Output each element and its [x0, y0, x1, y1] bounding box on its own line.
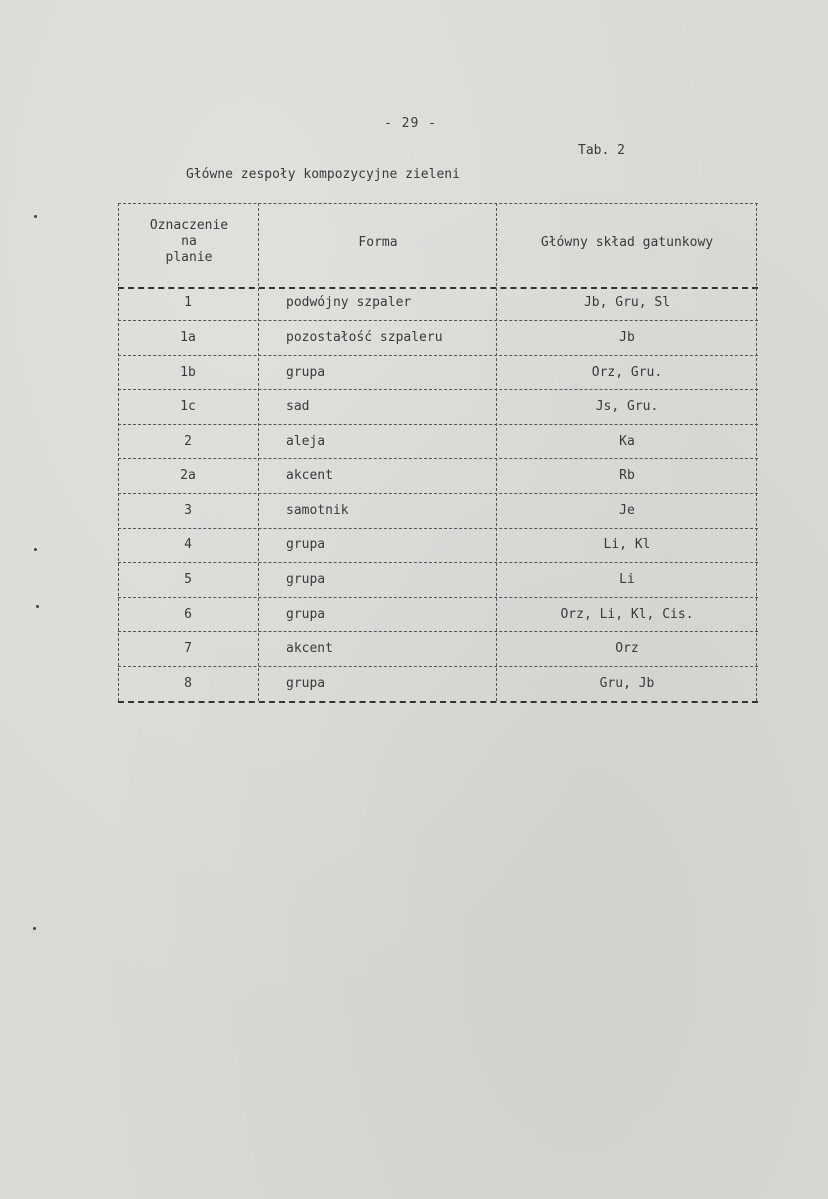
- scan-speck: [34, 215, 37, 218]
- cell-forma: grupa: [286, 607, 326, 622]
- row-divider: [118, 355, 758, 356]
- header-forma: Forma: [358, 235, 398, 250]
- row-divider: [118, 424, 758, 425]
- cell-forma: sad: [286, 399, 310, 414]
- cell-mark: 2: [184, 434, 192, 449]
- cell-forma: samotnik: [286, 503, 349, 518]
- table-border-left: [118, 203, 119, 701]
- cell-sklad: Li, Kl: [603, 537, 651, 552]
- column-divider: [258, 203, 259, 701]
- cell-forma: akcent: [286, 468, 333, 483]
- cell-mark: 3: [184, 503, 192, 518]
- column-divider: [496, 203, 497, 701]
- table-border-top: [118, 203, 758, 204]
- row-divider: [118, 562, 758, 563]
- cell-sklad: Orz, Li, Kl, Cis.: [560, 607, 694, 622]
- cell-mark: 6: [184, 607, 192, 622]
- scan-speck: [34, 548, 37, 551]
- header-sklad: Główny skład gatunkowy: [540, 235, 714, 250]
- header-oznaczenie-line2: na: [181, 234, 197, 249]
- header-oznaczenie-line1: Oznaczenie: [149, 218, 229, 233]
- cell-forma: grupa: [286, 365, 326, 380]
- cell-forma: podwójny szpaler: [286, 295, 412, 310]
- cell-sklad: Js, Gru.: [595, 399, 659, 414]
- row-divider: [118, 528, 758, 529]
- row-divider: [118, 597, 758, 598]
- cell-sklad: Je: [619, 503, 635, 518]
- species-table: [118, 203, 758, 705]
- row-divider: [118, 666, 758, 667]
- page-number: - 29 -: [384, 116, 437, 131]
- scan-speck: [33, 927, 36, 930]
- cell-mark: 5: [184, 572, 192, 587]
- table-title: Główne zespoły kompozycyjne zieleni: [186, 167, 460, 182]
- row-divider: [118, 631, 758, 632]
- cell-sklad: Ka: [619, 434, 635, 449]
- cell-sklad: Orz, Gru.: [591, 365, 663, 380]
- cell-mark: 1: [184, 295, 192, 310]
- cell-mark: 7: [184, 641, 192, 656]
- cell-mark: 1a: [180, 330, 196, 345]
- cell-sklad: Orz: [615, 641, 639, 656]
- cell-mark: 1c: [180, 399, 196, 414]
- table-border-right: [756, 203, 757, 701]
- cell-sklad: Jb, Gru, Sl: [583, 295, 671, 310]
- cell-forma: aleja: [286, 434, 326, 449]
- cell-sklad: Li: [619, 572, 635, 587]
- row-divider: [118, 389, 758, 390]
- scan-speck: [36, 605, 39, 608]
- row-divider: [118, 458, 758, 459]
- cell-mark: 4: [184, 537, 192, 552]
- cell-mark: 2a: [180, 468, 196, 483]
- header-oznaczenie: [124, 218, 254, 266]
- row-divider: [118, 493, 758, 494]
- cell-forma: akcent: [286, 641, 333, 656]
- table-reference: Tab. 2: [578, 143, 625, 158]
- cell-forma: grupa: [286, 537, 326, 552]
- cell-forma: grupa: [286, 572, 326, 587]
- cell-sklad: Gru, Jb: [599, 676, 655, 691]
- cell-sklad: Rb: [619, 468, 635, 483]
- header-oznaczenie-line3: planie: [165, 250, 213, 265]
- header-separator: [118, 287, 758, 289]
- cell-mark: 1b: [180, 365, 196, 380]
- cell-mark: 8: [184, 676, 192, 691]
- cell-forma: pozostałość szpaleru: [286, 330, 443, 345]
- table-border-bottom: [118, 701, 758, 703]
- cell-forma: grupa: [286, 676, 326, 691]
- row-divider: [118, 320, 758, 321]
- cell-sklad: Jb: [619, 330, 635, 345]
